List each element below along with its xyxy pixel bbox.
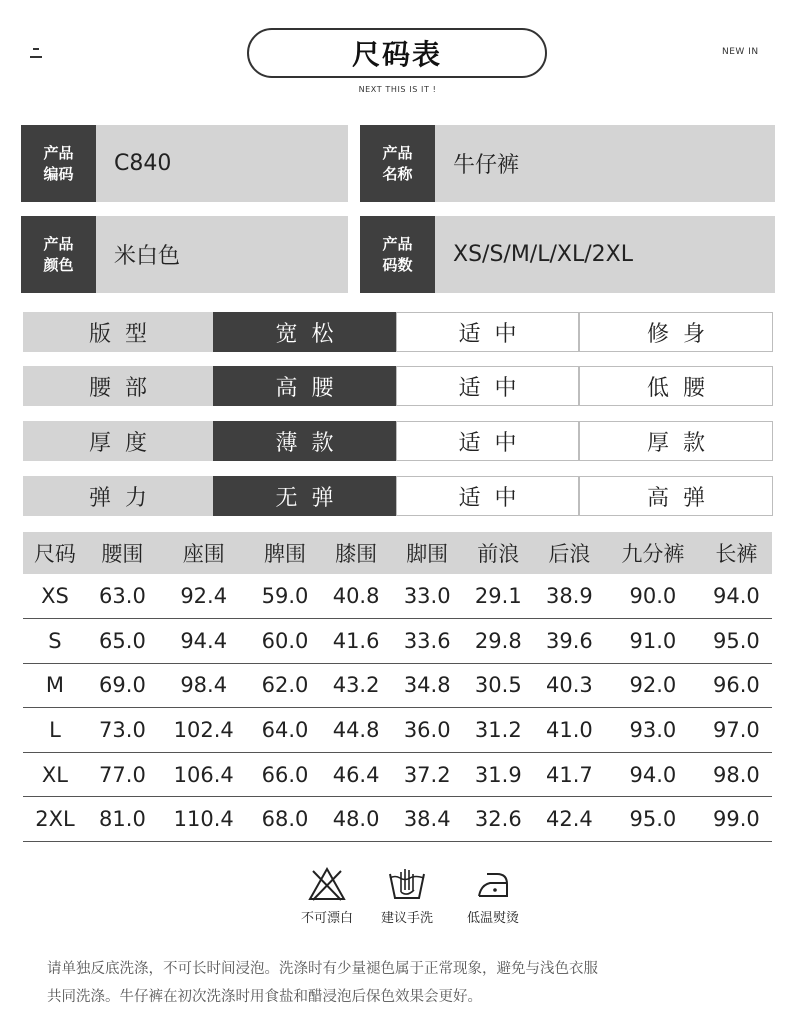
- size-value-cell: 39.6: [534, 619, 605, 664]
- info-product-color: [21, 216, 348, 293]
- care-low-iron: [448, 866, 538, 926]
- size-value-cell: 32.6: [463, 797, 534, 842]
- page-subtitle: NEXT THIS IS IT !: [358, 85, 437, 94]
- size-label-cell: L: [23, 708, 87, 753]
- info-product-name: [360, 125, 775, 202]
- attr-option: 适中: [396, 421, 579, 461]
- size-value-cell: 29.1: [463, 574, 534, 619]
- attr-option: 厚款: [579, 421, 773, 461]
- size-value-cell: 44.8: [321, 708, 392, 753]
- attr-option-selected: 宽松: [213, 312, 396, 352]
- care-note: [47, 955, 767, 1011]
- size-value-cell: 95.0: [701, 619, 772, 664]
- size-value-cell: 66.0: [249, 752, 320, 797]
- info-label: 产品 颜色: [21, 216, 96, 293]
- size-row: [23, 797, 772, 842]
- size-value-cell: 60.0: [249, 619, 320, 664]
- care-label: 建议手洗: [380, 911, 433, 926]
- size-value-cell: 38.9: [534, 574, 605, 619]
- size-row: [23, 708, 772, 753]
- size-value-cell: 65.0: [87, 619, 158, 664]
- size-table-header: [23, 532, 772, 574]
- size-value-cell: 31.2: [463, 708, 534, 753]
- size-value-cell: 92.0: [605, 663, 701, 708]
- attr-row-elasticity: [23, 476, 773, 516]
- hand-wash-icon: [387, 866, 427, 902]
- size-value-cell: 110.4: [158, 797, 249, 842]
- size-label-cell: XS: [23, 574, 87, 619]
- size-value-cell: 46.4: [321, 752, 392, 797]
- size-value-cell: 97.0: [701, 708, 772, 753]
- info-label: 产品 名称: [360, 125, 435, 202]
- attr-name: 腰部: [23, 366, 213, 406]
- attr-option: 适中: [396, 312, 579, 352]
- size-value-cell: 48.0: [321, 797, 392, 842]
- size-value-cell: 94.0: [701, 574, 772, 619]
- care-hand-wash: [362, 866, 452, 926]
- attr-option: 高弹: [579, 476, 773, 516]
- low-iron-icon: [473, 866, 513, 902]
- size-value-cell: 99.0: [701, 797, 772, 842]
- info-label: 产品 编码: [21, 125, 96, 202]
- attr-name: 版型: [23, 312, 213, 352]
- size-row: [23, 574, 772, 619]
- size-value-cell: 98.0: [701, 752, 772, 797]
- col-header: 长裤: [701, 532, 772, 574]
- size-table: [23, 532, 772, 842]
- size-value-cell: 73.0: [87, 708, 158, 753]
- attr-option: 适中: [396, 476, 579, 516]
- size-value-cell: 91.0: [605, 619, 701, 664]
- info-product-sizes: [360, 216, 775, 293]
- care-label: 低温熨烫: [466, 911, 519, 926]
- size-row: [23, 663, 772, 708]
- size-value-cell: 43.2: [321, 663, 392, 708]
- col-header: 前浪: [463, 532, 534, 574]
- size-value-cell: 41.0: [534, 708, 605, 753]
- size-value-cell: 92.4: [158, 574, 249, 619]
- col-header: 脾围: [249, 532, 320, 574]
- size-label-cell: S: [23, 619, 87, 664]
- size-value-cell: 41.7: [534, 752, 605, 797]
- attr-row-fit: [23, 312, 773, 352]
- size-value-cell: 93.0: [605, 708, 701, 753]
- attr-row-waist: [23, 366, 773, 406]
- size-value-cell: 31.9: [463, 752, 534, 797]
- size-value-cell: 33.0: [392, 574, 463, 619]
- size-value-cell: 38.4: [392, 797, 463, 842]
- size-value-cell: 64.0: [249, 708, 320, 753]
- care-no-bleach: [282, 866, 372, 926]
- col-header: 座围: [158, 532, 249, 574]
- size-value-cell: 29.8: [463, 619, 534, 664]
- info-value: XS/S/M/L/XL/2XL: [453, 242, 633, 267]
- size-value-cell: 42.4: [534, 797, 605, 842]
- size-value-cell: 40.3: [534, 663, 605, 708]
- attr-name: 弹力: [23, 476, 213, 516]
- attr-option: 低腰: [579, 366, 773, 406]
- size-row: [23, 619, 772, 664]
- attr-option-selected: 无弹: [213, 476, 396, 516]
- info-row-1: [21, 125, 775, 202]
- info-value: C840: [114, 151, 172, 176]
- attr-name: 厚度: [23, 421, 213, 461]
- col-header: 九分裤: [605, 532, 701, 574]
- attr-row-thickness: [23, 421, 773, 461]
- size-label-cell: M: [23, 663, 87, 708]
- size-value-cell: 33.6: [392, 619, 463, 664]
- size-value-cell: 81.0: [87, 797, 158, 842]
- size-value-cell: 34.8: [392, 663, 463, 708]
- size-value-cell: 98.4: [158, 663, 249, 708]
- info-value: 米白色: [114, 244, 181, 269]
- new-in-label: NEW IN: [722, 47, 759, 57]
- attr-option-selected: 高腰: [213, 366, 396, 406]
- size-value-cell: 102.4: [158, 708, 249, 753]
- size-label-cell: 2XL: [23, 797, 87, 842]
- size-value-cell: 59.0: [249, 574, 320, 619]
- no-bleach-icon: [307, 866, 347, 902]
- col-header: 后浪: [534, 532, 605, 574]
- size-value-cell: 41.6: [321, 619, 392, 664]
- size-value-cell: 94.4: [158, 619, 249, 664]
- menu-icon[interactable]: [30, 48, 42, 59]
- attr-option-selected: 薄款: [213, 421, 396, 461]
- size-value-cell: 94.0: [605, 752, 701, 797]
- size-row: [23, 752, 772, 797]
- attr-option: 适中: [396, 366, 579, 406]
- page-title: 尺码表: [247, 28, 547, 78]
- col-header: 尺码: [23, 532, 87, 574]
- size-value-cell: 106.4: [158, 752, 249, 797]
- note-line: 请单独反底洗涤，不可长时间浸泡。洗涤时有少量褪色属于正常现象，避免与浅色衣服: [47, 961, 598, 977]
- size-value-cell: 77.0: [87, 752, 158, 797]
- size-value-cell: 96.0: [701, 663, 772, 708]
- col-header: 腰围: [87, 532, 158, 574]
- size-value-cell: 69.0: [87, 663, 158, 708]
- size-value-cell: 62.0: [249, 663, 320, 708]
- attr-option: 修身: [579, 312, 773, 352]
- size-value-cell: 90.0: [605, 574, 701, 619]
- size-value-cell: 68.0: [249, 797, 320, 842]
- size-value-cell: 37.2: [392, 752, 463, 797]
- care-label: 不可漂白: [300, 911, 353, 926]
- size-value-cell: 95.0: [605, 797, 701, 842]
- size-value-cell: 40.8: [321, 574, 392, 619]
- note-line: 共同洗涤。牛仔裤在初次洗涤时用食盐和醋浸泡后保色效果会更好。: [47, 989, 482, 1005]
- col-header: 脚围: [392, 532, 463, 574]
- info-label: 产品 码数: [360, 216, 435, 293]
- size-value-cell: 63.0: [87, 574, 158, 619]
- size-value-cell: 30.5: [463, 663, 534, 708]
- size-label-cell: XL: [23, 752, 87, 797]
- info-value: 牛仔裤: [453, 153, 520, 178]
- info-row-2: [21, 216, 775, 293]
- col-header: 膝围: [321, 532, 392, 574]
- size-value-cell: 36.0: [392, 708, 463, 753]
- info-product-code: [21, 125, 348, 202]
